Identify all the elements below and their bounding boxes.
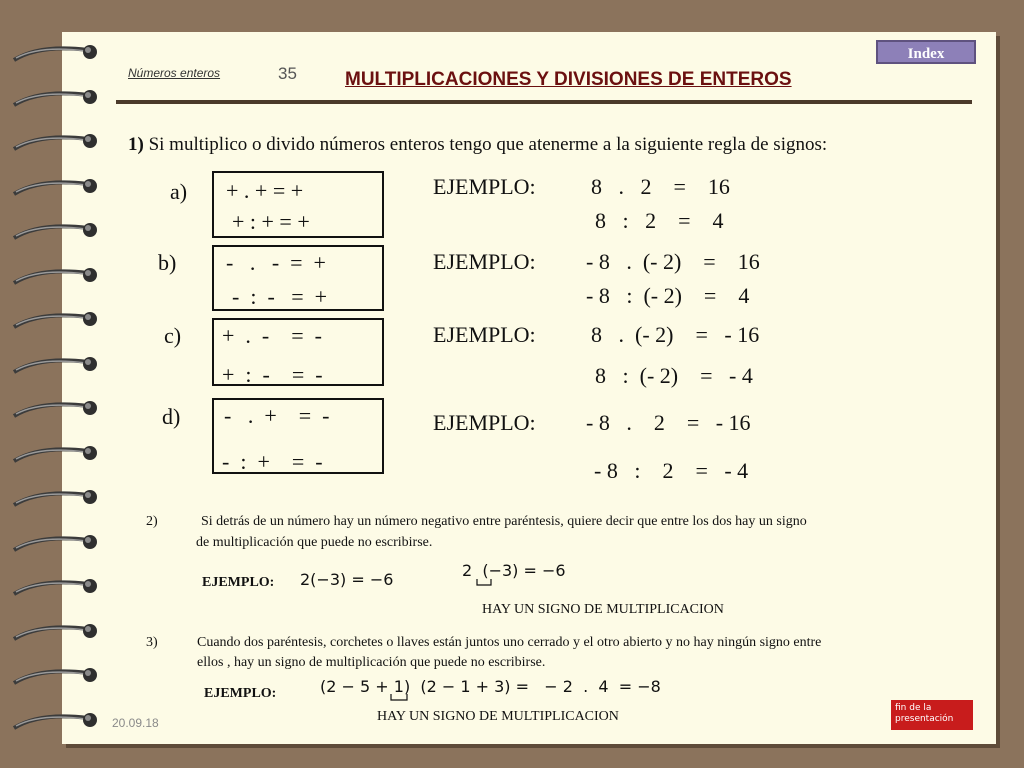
header-divider [116,100,972,104]
spiral-ring [10,663,100,691]
rule-c-example2: 8 : (- 2) = - 4 [595,363,753,388]
spiral-ring [10,485,100,513]
spiral-ring [10,85,100,113]
spiral-ring [10,174,100,202]
rule-d-example2: - 8 : 2 = - 4 [594,458,749,483]
rule-a-line2: + : + = + [232,209,310,234]
section3-note: HAY UN SIGNO DE MULTIPLICACION [377,709,619,724]
spiral-ring [10,708,100,736]
section2-number: 2) [146,514,158,529]
page-title: MULTIPLICACIONES Y DIVISIONES DE ENTEROS [345,69,792,90]
rule-a-example-label: EJEMPLO: [433,174,536,199]
index-button[interactable]: Index [876,40,976,64]
spiral-ring [10,352,100,380]
rule-d-label: d) [162,404,181,429]
rule-d-example1: - 8 . 2 = - 16 [586,410,751,435]
intro-rule [128,134,827,156]
multiplication-gap-bracket [476,578,492,588]
section3-text-line1: Cuando dos paréntesis, corchetes o llaves están juntos uno cerrado y el otro abierto y no hay ningún signo entre [197,635,822,650]
section2-note: HAY UN SIGNO DE MULTIPLICACION [482,602,724,617]
intro-text: Si multiplico o divido números enteros tengo que atenerme a la siguiente regla de signos: [148,134,828,155]
rule-d-line1: - . + = - [224,403,330,428]
section2-text-line1: Si detrás de un número hay un número negativo entre paréntesis, quiere decir que entre los dos hay un signo [201,514,807,529]
rule-a-label: a) [170,179,188,204]
rule-b-example1: - 8 . (- 2) = 16 [586,249,760,274]
multiplication-gap-bracket-2 [390,693,408,703]
section2-example-label: EJEMPLO: [202,575,275,590]
rule-b-example2: - 8 : (- 2) = 4 [586,283,750,308]
spiral-ring [10,396,100,424]
end-presentation-button[interactable] [891,700,973,730]
rule-b-example-label: EJEMPLO: [433,249,536,274]
slide-date: 20.09.18 [112,716,159,730]
rule-b-line1: - . - = + [226,250,326,275]
rule-c-line2: + : - = - [222,362,323,387]
spiral-ring [10,263,100,291]
spiral-ring [10,574,100,602]
section3-example-label: EJEMPLO: [204,686,277,701]
section3-text-line2: ellos , hay un signo de multiplicación que puede no escribirse. [197,655,546,670]
rule-c-line1: + . - = - [222,323,322,348]
breadcrumb-link[interactable]: Números enteros [128,66,221,80]
section2-formula-marked: 2 (−3) = −6 [462,561,566,580]
end-button-line1: fin de la [895,703,932,713]
end-button-line2: presentación [895,714,954,724]
spiral-ring [10,40,100,68]
rule-b-line2: - : - = + [232,284,328,309]
rule-c-label: c) [164,323,182,348]
spiral-ring [10,218,100,246]
rule-a-example1: 8 . 2 = 16 [591,174,730,199]
section2-text-line2: de multiplicación que puede no escribirse. [196,535,433,550]
spiral-ring [10,129,100,157]
spiral-ring [10,441,100,469]
rule-a-example2: 8 : 2 = 4 [595,208,724,233]
rule-d-line2: - : + = - [222,449,323,474]
page-number: 35 [278,64,297,83]
section2-formula-compact: 2(−3) = −6 [300,570,394,589]
spiral-ring [10,307,100,335]
section3-formula: (2 − 5 + 1) (2 − 1 + 3) = − 2 . 4 = −8 [320,677,661,696]
rule-a-line1: + . + = + [226,178,304,203]
rule-b-label: b) [158,250,177,275]
rule-c-example1: 8 . (- 2) = - 16 [591,322,760,347]
spiral-ring [10,530,100,558]
section3-number: 3) [146,635,158,650]
rule-d-example-label: EJEMPLO: [433,410,536,435]
spiral-ring [10,619,100,647]
rule-c-example-label: EJEMPLO: [433,322,536,347]
intro-number: 1) [128,134,144,155]
